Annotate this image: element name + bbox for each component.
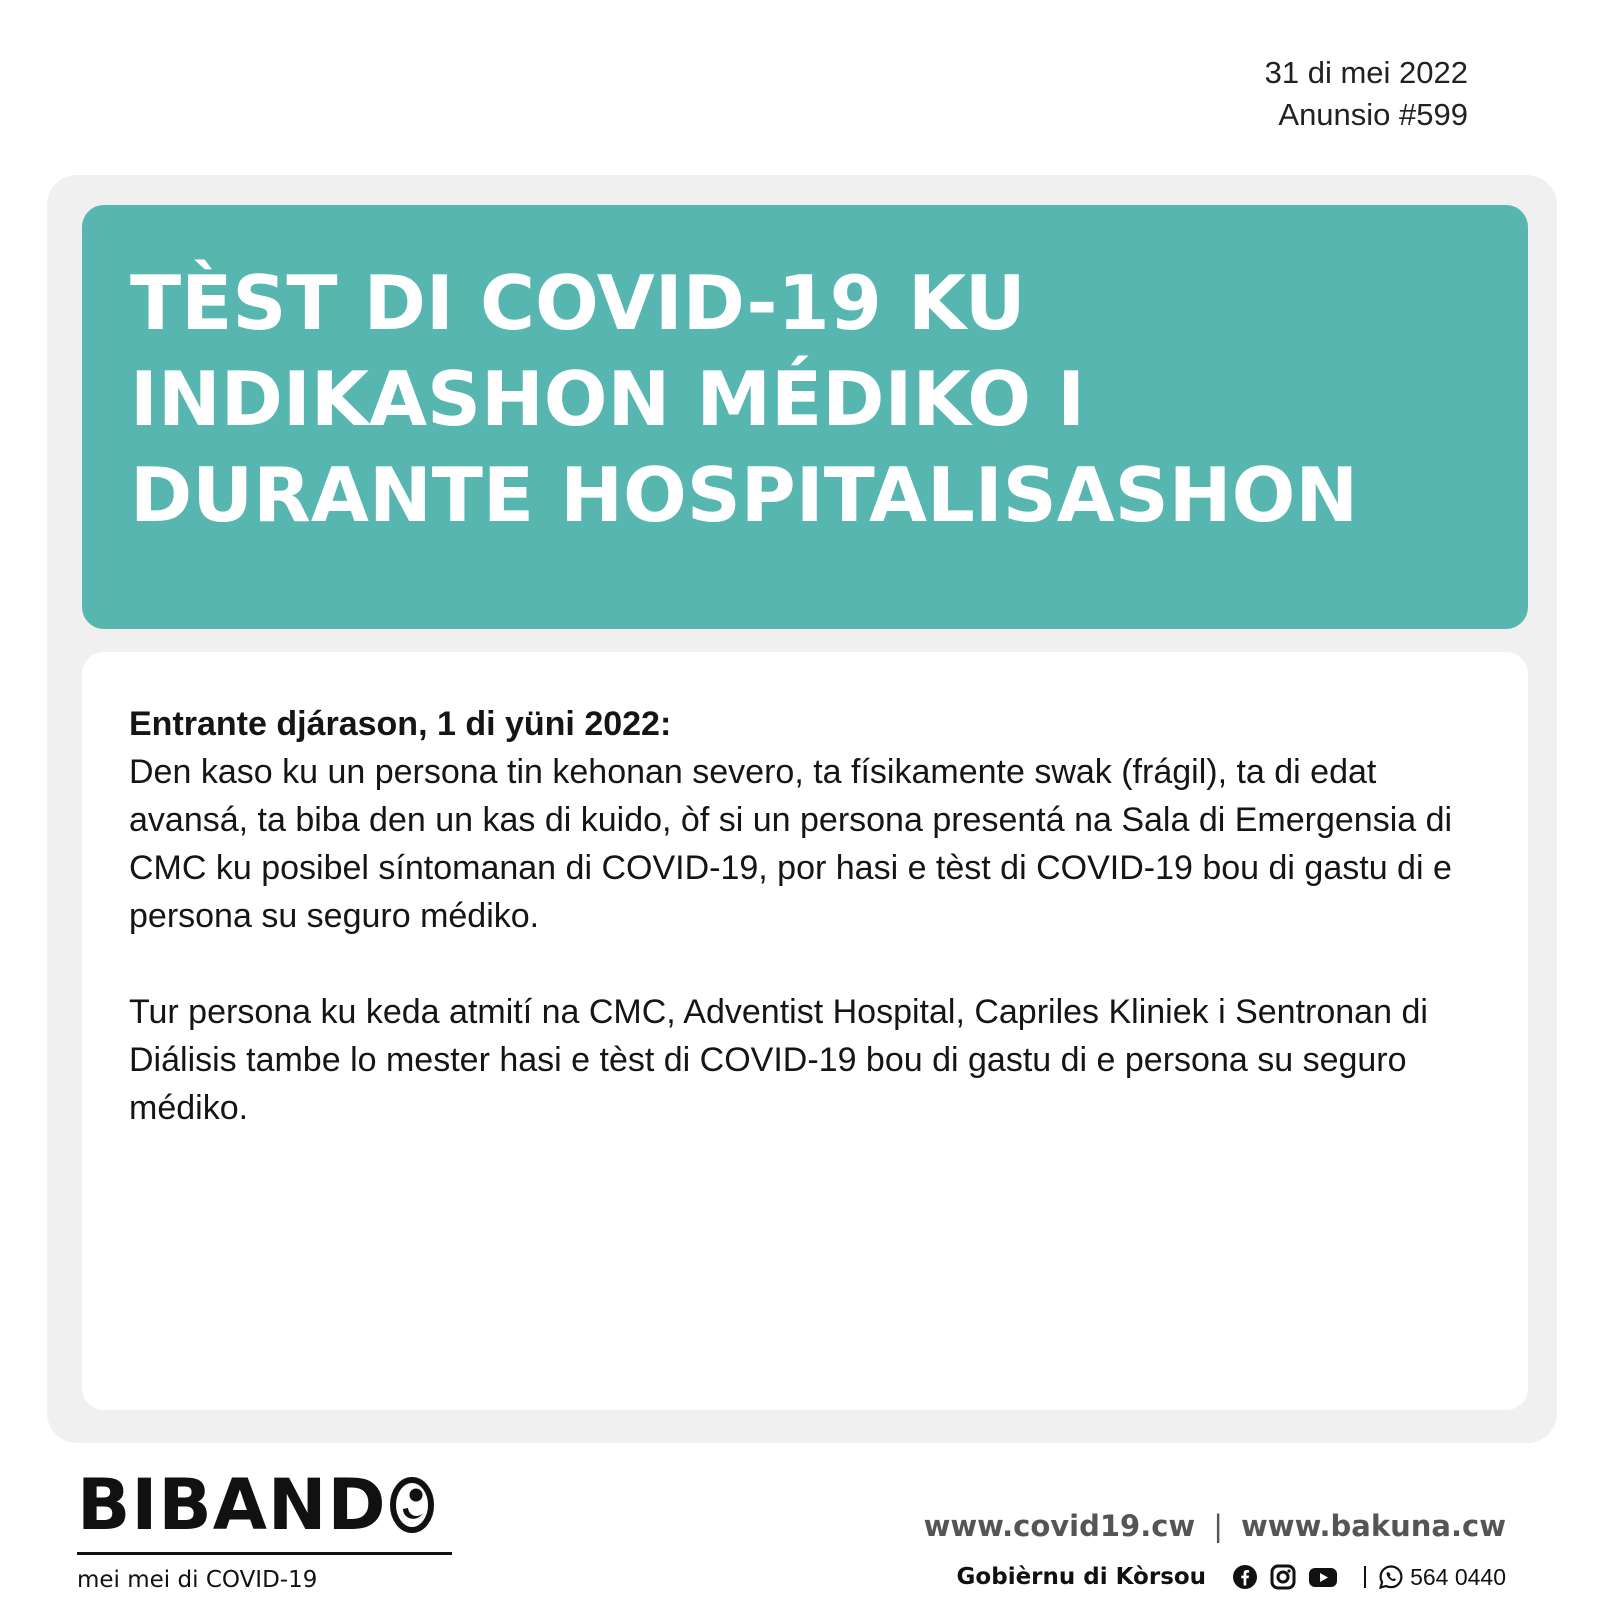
link-separator: | xyxy=(1213,1509,1223,1543)
paragraph-2: Tur persona ku keda atmití na CMC, Adventist Hospital, Capriles Kliniek i Sentronan di Diálisis tambe lo mester hasi e tèst di COVID-19 bou di gastu di e persona su seguro médiko. xyxy=(129,993,1428,1127)
page-title xyxy=(130,255,1358,543)
lead-line: Entrante djárason, 1 di yüni 2022: xyxy=(129,705,672,743)
bibando-logo xyxy=(77,1464,452,1593)
logo-tagline: mei mei di COVID-19 xyxy=(77,1567,318,1593)
title-line-1: TÈST DI COVID-19 KU xyxy=(130,259,1026,347)
website-links xyxy=(924,1509,1506,1543)
announcement-number: Anunsio #599 xyxy=(1278,97,1468,132)
youtube-icon[interactable] xyxy=(1308,1564,1338,1590)
title-line-2: INDIKASHON MÉDIKO I xyxy=(130,355,1085,443)
baby-o-icon xyxy=(389,1475,435,1535)
footer-divider xyxy=(1364,1566,1366,1588)
facebook-icon[interactable] xyxy=(1232,1564,1258,1590)
logo-underline xyxy=(77,1552,452,1555)
government-name: Gobièrnu di Kòrsou xyxy=(956,1564,1207,1590)
paragraph-1: Den kaso ku un persona tin kehonan severo, ta físikamente swak (frágil), ta di edat avansá, ta biba den un kas di kuido, òf si un persona presentá na Sala di Emergensia di CMC ku posibel síntomanan di COVID-19, por hasi e tèst di COVID-19 bou di gastu di e persona su seguro médiko. xyxy=(129,753,1453,935)
whatsapp-icon[interactable] xyxy=(1378,1564,1404,1590)
link-bakuna[interactable]: www.bakuna.cw xyxy=(1240,1509,1506,1543)
phone-number[interactable]: 564 0440 xyxy=(1410,1563,1506,1590)
link-covid19[interactable]: www.covid19.cw xyxy=(923,1509,1196,1543)
footer-contact xyxy=(957,1560,1506,1594)
announcement-body xyxy=(129,700,1484,1132)
logo-wordmark: BIBAND xyxy=(77,1464,387,1546)
instagram-icon[interactable] xyxy=(1270,1564,1296,1590)
title-line-3: DURANTE HOSPITALISASHON xyxy=(130,451,1359,539)
title-banner xyxy=(82,205,1528,629)
announcement-meta xyxy=(1265,52,1468,136)
content-card xyxy=(82,652,1528,1410)
announcement-date: 31 di mei 2022 xyxy=(1264,55,1468,90)
